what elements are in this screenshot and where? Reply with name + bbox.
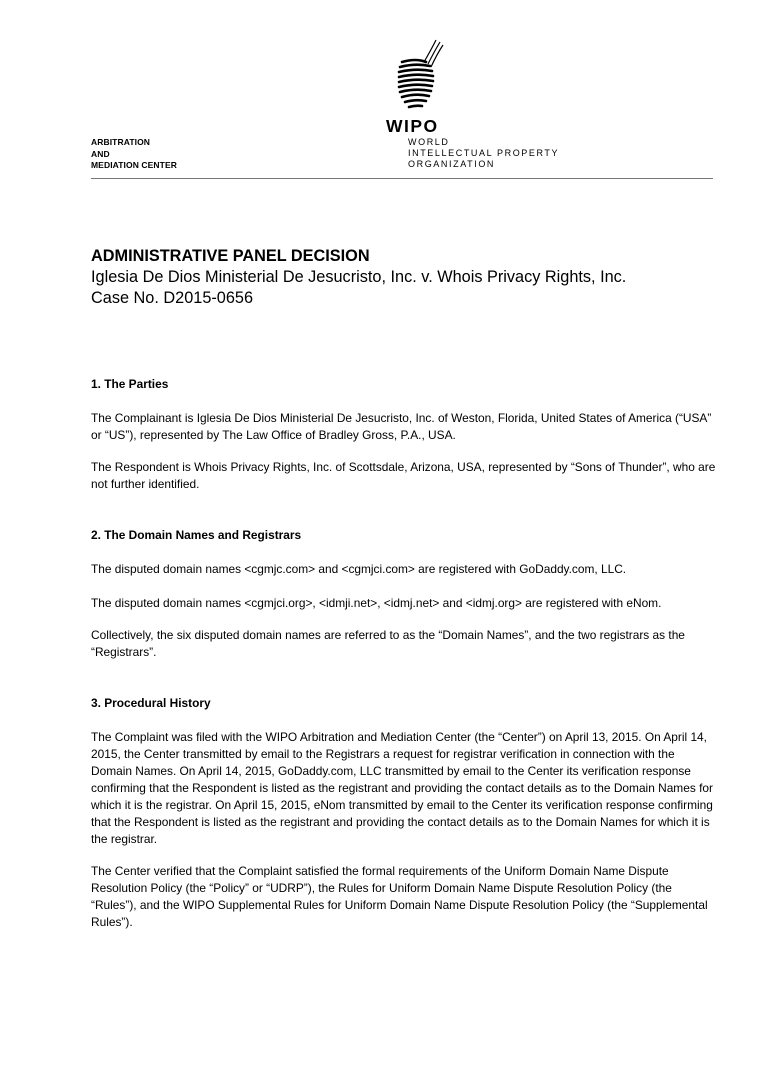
wipo-globe-emblem — [386, 38, 456, 118]
decision-title-block — [91, 246, 721, 309]
arbitration-center-label — [91, 137, 177, 172]
paragraph: The disputed domain names <cgmjc.com> and <cgmjci.com> are registered with GoDaddy.com, LLC. — [91, 562, 627, 576]
section-heading: 3. Procedural History — [91, 696, 211, 710]
decision-title: ADMINISTRATIVE PANEL DECISION — [91, 247, 370, 265]
center-line-1: ARBITRATION — [91, 137, 151, 147]
center-line-3: MEDIATION CENTER — [91, 160, 177, 170]
section-heading: 2. The Domain Names and Registrars — [91, 528, 302, 542]
paragraph: Collectively, the six disputed domain names are referred to as the “Domain Names”, and the two registrars as the “Registrars”. — [91, 628, 685, 659]
case-number: Case No. D2015-0656 — [91, 289, 254, 307]
paragraph: The Center verified that the Complaint satisfied the formal requirements of the Uniform Domain Name Dispute Resolution Policy (the “Policy” or “UDRP”), the Rules for Uniform Domain Name Dispute Resolution Policy (the “Rules”), and the WIPO Supplemental Rules for Uniform Domain Name Dispute Resolution Policy (the “Supplemental Rules”). — [91, 864, 708, 929]
section-heading: 1. The Parties — [91, 377, 169, 391]
paragraph: The Complainant is Iglesia De Dios Ministerial De Jesucristo, Inc. of Weston, Florida, United States of America (“USA” or “US”), represented by The Law Office of Bradley Gross, P.A., USA. — [91, 411, 712, 442]
wipo-logo — [386, 38, 586, 173]
org-line-2: INTELLECTUAL PROPERTY — [408, 148, 560, 158]
paragraph: The disputed domain names <cgmjci.org>, <idmji.net>, <idmj.net> and <idmj.org> are registered with eNom. — [91, 596, 662, 610]
wipo-acronym: WIPO — [386, 116, 439, 136]
paragraph: The Complaint was filed with the WIPO Arbitration and Mediation Center (the “Center”) on April 13, 2015. On April 14, 2015, the Center transmitted by email to the Registrars a request for registrar verification in connection with the Domain Names. On April 14, 2015, GoDaddy.com, LLC transmitted by email to the Center its verification response confirming that the Respondent is listed as the registrant and providing the contact details as to the Domain Names for which it is the registrar. On April 15, 2015, eNom transmitted by email to the Center its verification response confirming that the Respondent is listed as the registrant and providing the contact details as to the Domain Names for which it is the registrar. — [91, 730, 713, 846]
org-line-3: ORGANIZATION — [408, 159, 496, 169]
paragraph: The Respondent is Whois Privacy Rights, Inc. of Scottsdale, Arizona, USA, represented by “Sons of Thunder”, who are not further identified. — [91, 460, 716, 491]
case-parties: Iglesia De Dios Ministerial De Jesucristo, Inc. v. Whois Privacy Rights, Inc. — [91, 268, 627, 286]
center-line-2: AND — [91, 148, 110, 159]
org-line-1: WORLD — [408, 137, 450, 147]
header-divider — [91, 178, 713, 179]
wipo-organization-name — [408, 137, 559, 170]
decision-body — [91, 376, 716, 931]
